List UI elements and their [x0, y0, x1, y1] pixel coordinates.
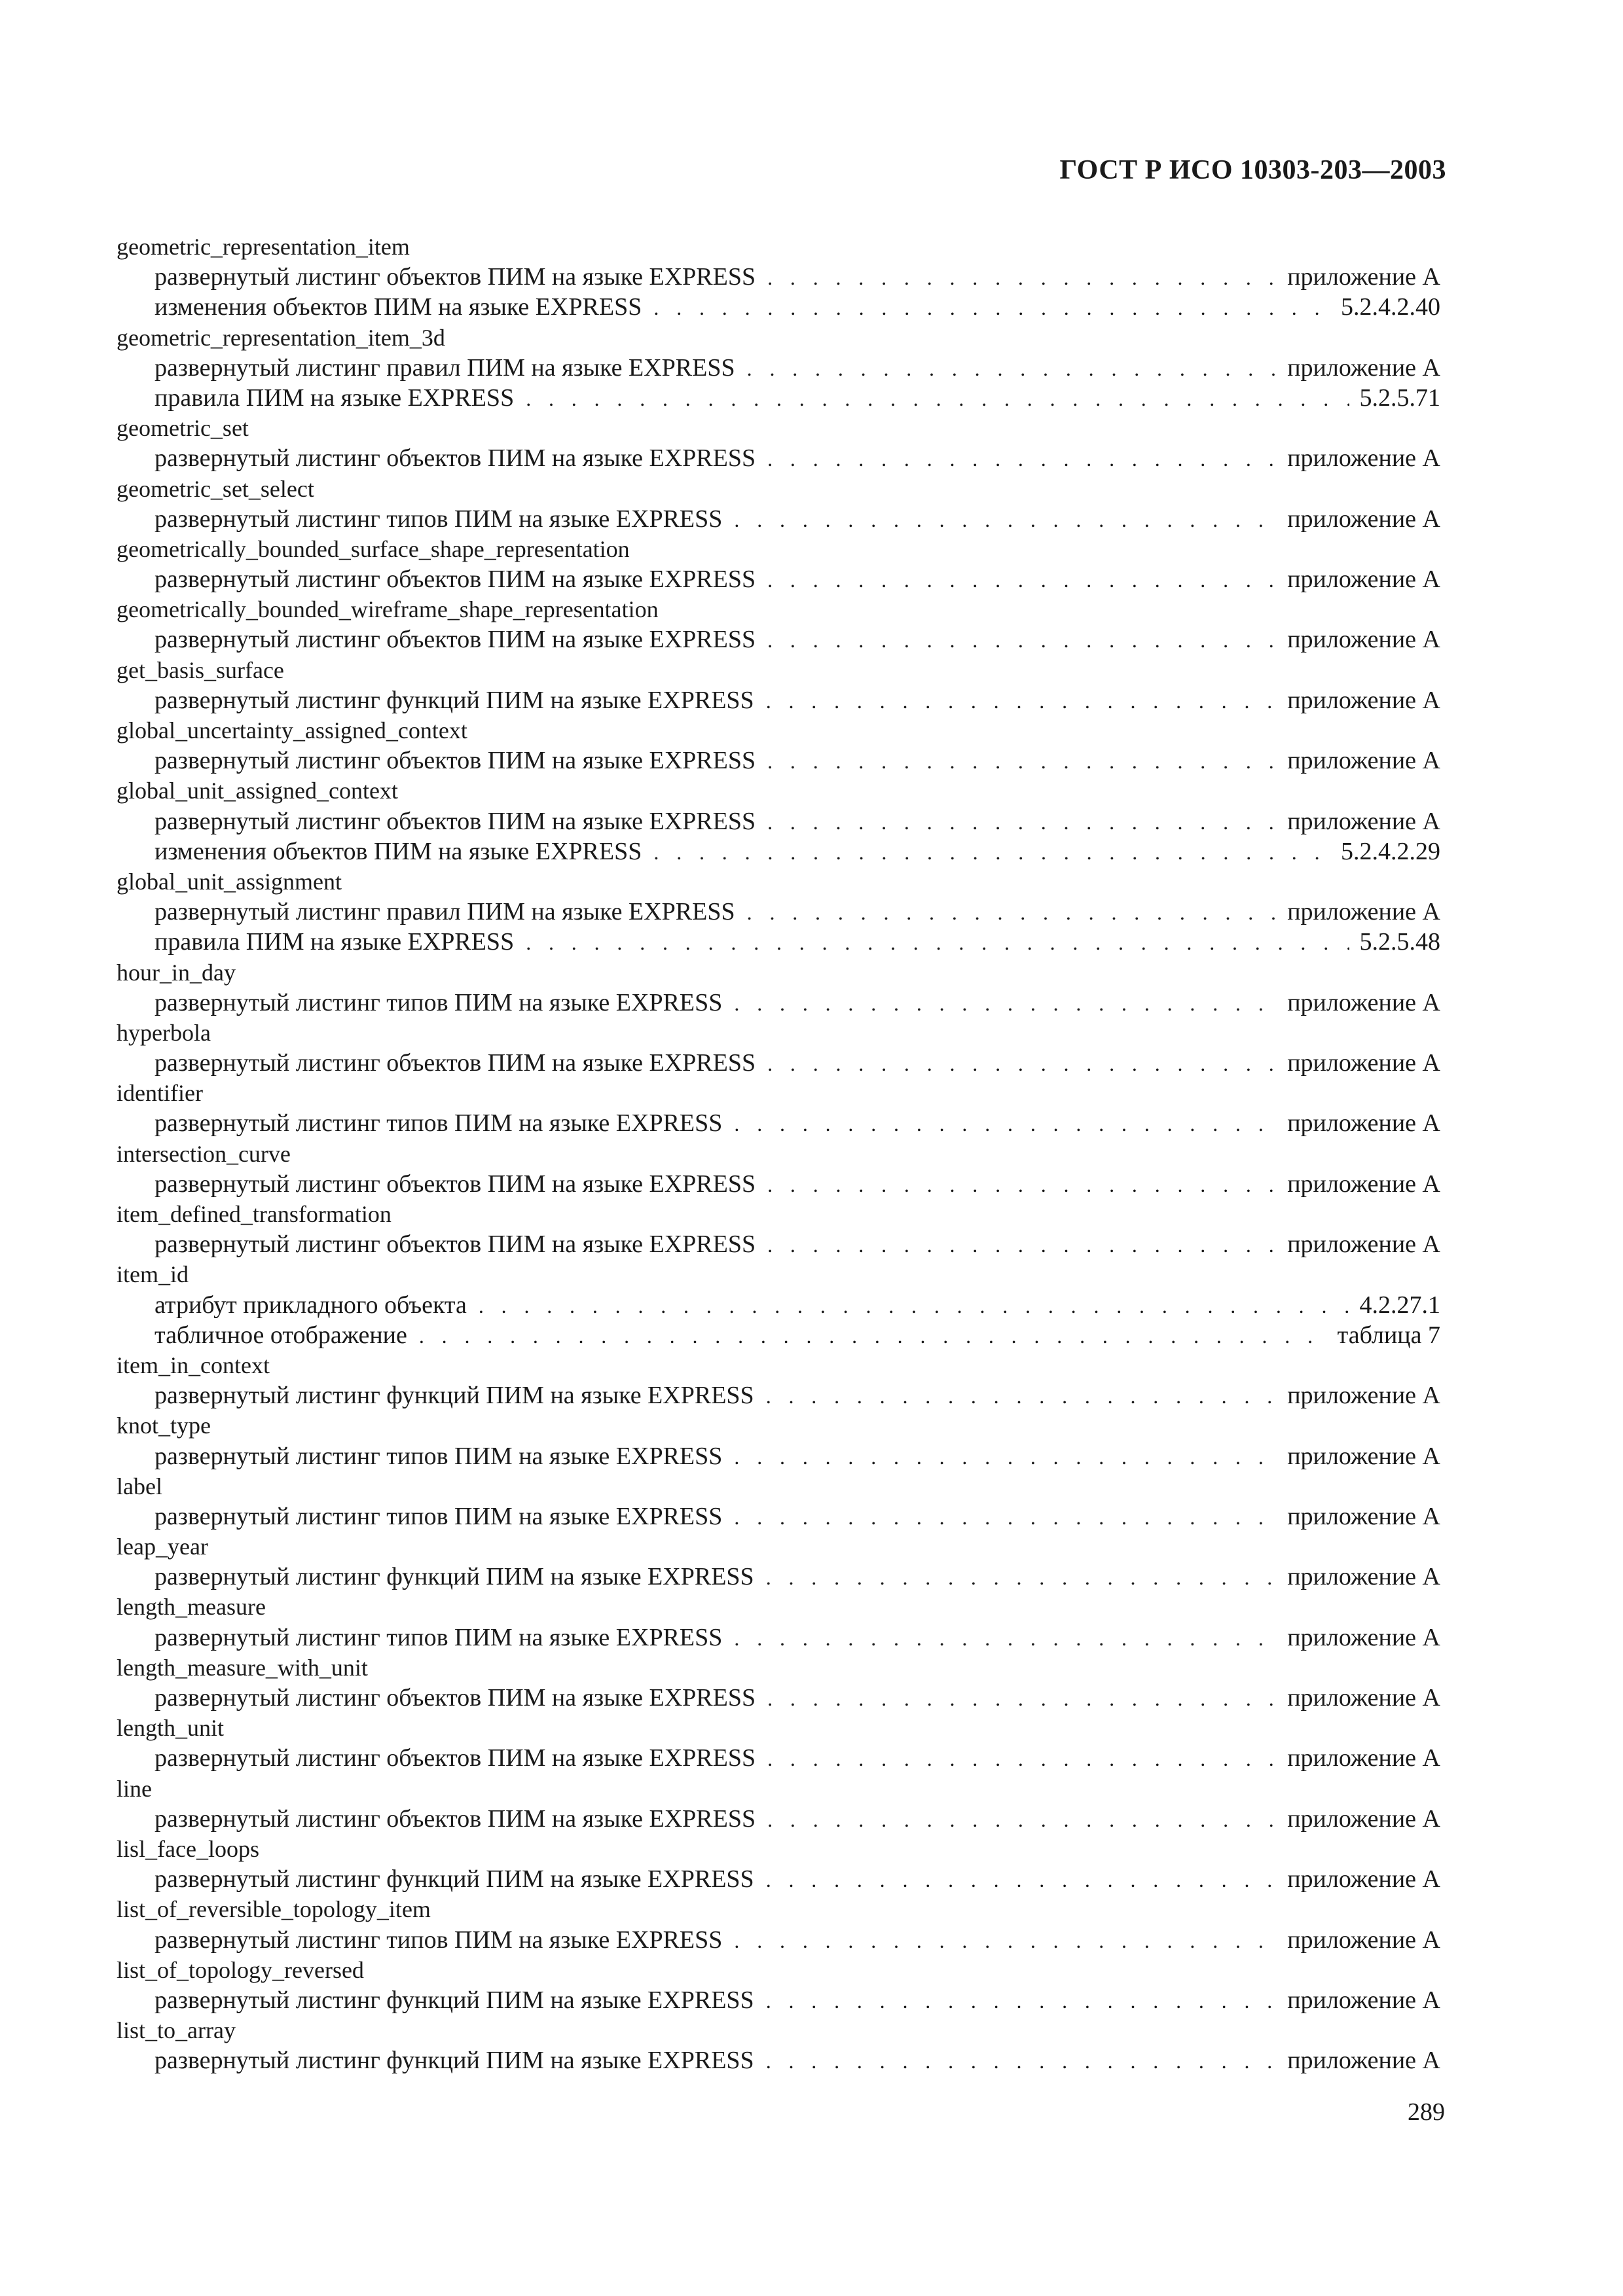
- reference-description: развернутый листинг функций ПИМ на языке EXPRESS: [155, 1986, 754, 2014]
- dot-leader: [767, 1230, 1277, 1260]
- reference-description: развернутый листинг функций ПИМ на языке EXPRESS: [155, 1382, 754, 1410]
- reference-description: развернутый листинг типов ПИМ на языке EXPRESS: [155, 1623, 723, 1651]
- index-term: hyperbola: [117, 1019, 211, 1046]
- index-entry: [117, 1774, 1440, 1834]
- dot-leader: [734, 1109, 1277, 1139]
- index-term: geometric_set: [117, 415, 249, 442]
- index-entry: [117, 474, 1440, 534]
- reference-description: развернутый листинг типов ПИМ на языке EXPRESS: [155, 505, 723, 533]
- reference-description: развернутый листинг объектов ПИМ на языке EXPRESS: [155, 1230, 756, 1259]
- reference-target: приложение A: [1287, 1382, 1440, 1410]
- index-term: geometrically_bounded_wireframe_shape_representation: [117, 596, 659, 623]
- index-entry: [117, 1471, 1440, 1532]
- reference-target: приложение A: [1287, 898, 1440, 926]
- index-reference: [117, 1864, 1440, 1894]
- dot-leader: [767, 807, 1277, 837]
- index-reference: [117, 685, 1440, 715]
- index-entry: [117, 1955, 1440, 2015]
- reference-target: приложение A: [1287, 1230, 1440, 1259]
- index-term: list_to_array: [117, 2017, 236, 2044]
- reference-target: приложение A: [1287, 353, 1440, 382]
- reference-target: приложение A: [1287, 807, 1440, 835]
- reference-target: 4.2.27.1: [1359, 1291, 1440, 1319]
- reference-target: приложение A: [1287, 1986, 1440, 2014]
- index-term: label: [117, 1473, 162, 1499]
- dot-leader: [766, 2046, 1277, 2076]
- reference-target: приложение A: [1287, 1563, 1440, 1591]
- dot-leader: [767, 262, 1277, 293]
- index-entry: [117, 2015, 1440, 2075]
- index-reference: [117, 504, 1440, 534]
- index-entry: [117, 1259, 1440, 1350]
- reference-description: развернутый листинг объектов ПИМ на языке EXPRESS: [155, 807, 756, 835]
- index-term: line: [117, 1775, 152, 1802]
- dot-leader: [766, 1986, 1277, 2016]
- dot-leader: [419, 1321, 1327, 1351]
- reference-target: приложение A: [1287, 626, 1440, 654]
- reference-description: развернутый листинг функций ПИМ на языке EXPRESS: [155, 686, 754, 714]
- reference-description: развернутый листинг объектов ПИМ на языке EXPRESS: [155, 263, 756, 291]
- index-reference: [117, 1169, 1440, 1199]
- reference-target: приложение A: [1287, 1684, 1440, 1712]
- index-term: item_id: [117, 1261, 189, 1288]
- alphabetical-index-list: [117, 232, 1440, 2075]
- dot-leader: [767, 746, 1277, 776]
- dot-leader: [526, 384, 1349, 414]
- index-entry: [117, 594, 1440, 655]
- index-entry: [117, 1018, 1440, 1078]
- dot-leader: [767, 625, 1277, 655]
- reference-description: развернутый листинг типов ПИМ на языке EXPRESS: [155, 988, 723, 1016]
- index-term: leap_year: [117, 1534, 208, 1560]
- index-term: geometrically_bounded_surface_shape_representation: [117, 535, 630, 562]
- index-entry: [117, 958, 1440, 1018]
- reference-target: 5.2.4.2.40: [1341, 293, 1440, 321]
- reference-target: приложение A: [1287, 1170, 1440, 1198]
- reference-target: приложение A: [1287, 565, 1440, 594]
- index-reference: [117, 1562, 1440, 1592]
- page-number: 289: [1408, 2098, 1445, 2126]
- index-entry: [117, 1592, 1440, 1652]
- index-reference: [117, 292, 1440, 322]
- dot-leader: [767, 1049, 1277, 1079]
- reference-description: правила ПИМ на языке EXPRESS: [155, 384, 515, 412]
- index-reference: [117, 1290, 1440, 1320]
- index-term: length_measure_with_unit: [117, 1654, 368, 1681]
- dot-leader: [766, 1865, 1277, 1895]
- index-term: global_unit_assigned_context: [117, 778, 398, 804]
- index-entry: [117, 1078, 1440, 1138]
- index-term: hour_in_day: [117, 959, 236, 986]
- reference-target: 5.2.5.48: [1359, 928, 1440, 956]
- dot-leader: [653, 837, 1330, 867]
- reference-description: развернутый листинг типов ПИМ на языке EXPRESS: [155, 1442, 723, 1470]
- reference-description: развернутый листинг объектов ПИМ на языке EXPRESS: [155, 1804, 756, 1833]
- index-term: knot_type: [117, 1412, 211, 1439]
- dot-leader: [767, 1744, 1277, 1774]
- index-reference: [117, 1623, 1440, 1653]
- reference-description: развернутый листинг объектов ПИМ на языке EXPRESS: [155, 1049, 756, 1077]
- index-entry: [117, 1532, 1440, 1592]
- index-reference: [117, 927, 1440, 957]
- reference-target: таблица 7: [1337, 1321, 1440, 1349]
- dot-leader: [734, 505, 1277, 535]
- dot-leader: [767, 1170, 1277, 1200]
- index-entry: [117, 1834, 1440, 1894]
- reference-target: 5.2.5.71: [1359, 384, 1440, 412]
- dot-leader: [767, 444, 1277, 474]
- reference-description: развернутый листинг объектов ПИМ на языке EXPRESS: [155, 565, 756, 594]
- reference-description: развернутый листинг функций ПИМ на языке EXPRESS: [155, 2047, 754, 2075]
- reference-target: приложение A: [1287, 1804, 1440, 1833]
- index-term: global_uncertainty_assigned_context: [117, 717, 467, 744]
- reference-description: табличное отображение: [155, 1321, 407, 1349]
- reference-description: развернутый листинг объектов ПИМ на языке EXPRESS: [155, 1170, 756, 1198]
- index-reference: [117, 1229, 1440, 1259]
- reference-description: развернутый листинг правил ПИМ на языке EXPRESS: [155, 898, 735, 926]
- index-term: geometric_representation_item_3d: [117, 324, 445, 351]
- dot-leader: [526, 927, 1349, 958]
- reference-description: развернутый листинг объектов ПИМ на языке EXPRESS: [155, 1684, 756, 1712]
- reference-description: развернутый листинг функций ПИМ на языке EXPRESS: [155, 1563, 754, 1591]
- index-reference: [117, 1048, 1440, 1078]
- reference-target: приложение A: [1287, 1502, 1440, 1530]
- index-entry: [117, 1199, 1440, 1259]
- dot-leader: [734, 1623, 1277, 1653]
- reference-description: развернутый листинг объектов ПИМ на языке EXPRESS: [155, 626, 756, 654]
- index-term: length_measure: [117, 1594, 266, 1621]
- index-entry: [117, 1894, 1440, 1954]
- index-reference: [117, 1501, 1440, 1532]
- index-term: length_unit: [117, 1715, 224, 1742]
- index-reference: [117, 897, 1440, 927]
- index-entry: [117, 413, 1440, 473]
- dot-leader: [734, 988, 1277, 1018]
- index-reference: [117, 624, 1440, 655]
- reference-target: приложение A: [1287, 686, 1440, 714]
- index-entry: [117, 715, 1440, 776]
- reference-target: приложение A: [1287, 2047, 1440, 2075]
- index-term: list_of_reversible_topology_item: [117, 1896, 431, 1923]
- reference-target: приложение A: [1287, 263, 1440, 291]
- reference-description: развернутый листинг типов ПИМ на языке EXPRESS: [155, 1926, 723, 1954]
- index-reference: [117, 1441, 1440, 1471]
- index-term: geometric_representation_item: [117, 234, 410, 260]
- dot-leader: [747, 897, 1277, 927]
- reference-target: приложение A: [1287, 1865, 1440, 1893]
- index-reference: [117, 1985, 1440, 2015]
- index-term: item_defined_transformation: [117, 1201, 392, 1227]
- index-reference: [117, 564, 1440, 594]
- document-header-title: ГОСТ Р ИСО 10303-203—2003: [1059, 155, 1446, 185]
- dot-leader: [747, 353, 1277, 384]
- dot-leader: [479, 1291, 1349, 1321]
- index-term: item_in_context: [117, 1352, 270, 1378]
- index-reference: [117, 745, 1440, 776]
- index-entry: [117, 1350, 1440, 1410]
- dot-leader: [653, 293, 1330, 323]
- index-term: get_basis_surface: [117, 656, 284, 683]
- reference-target: приложение A: [1287, 1442, 1440, 1470]
- index-reference: [117, 836, 1440, 867]
- dot-leader: [734, 1926, 1277, 1956]
- index-entry: [117, 776, 1440, 867]
- index-reference: [117, 1925, 1440, 1955]
- reference-target: приложение A: [1287, 444, 1440, 473]
- dot-leader: [767, 1683, 1277, 1713]
- reference-target: приложение A: [1287, 1049, 1440, 1077]
- reference-target: приложение A: [1287, 505, 1440, 533]
- dot-leader: [766, 686, 1277, 716]
- reference-description: развернутый листинг функций ПИМ на языке EXPRESS: [155, 1865, 754, 1893]
- index-reference: [117, 383, 1440, 413]
- reference-description: развернутый листинг типов ПИМ на языке EXPRESS: [155, 1502, 723, 1530]
- index-reference: [117, 1108, 1440, 1138]
- index-term: list_of_topology_reversed: [117, 1956, 364, 1983]
- reference-target: приложение A: [1287, 1623, 1440, 1651]
- index-entry: [117, 534, 1440, 594]
- index-term: geometric_set_select: [117, 475, 314, 502]
- dot-leader: [767, 565, 1277, 595]
- reference-description: атрибут прикладного объекта: [155, 1291, 467, 1319]
- reference-description: развернутый листинг типов ПИМ на языке EXPRESS: [155, 1109, 723, 1138]
- index-reference: [117, 1804, 1440, 1834]
- reference-description: развернутый листинг правил ПИМ на языке EXPRESS: [155, 353, 735, 382]
- index-reference: [117, 1320, 1440, 1350]
- index-entry: [117, 867, 1440, 958]
- index-term: intersection_curve: [117, 1140, 291, 1167]
- index-reference: [117, 1743, 1440, 1773]
- index-term: lisl_face_loops: [117, 1835, 259, 1862]
- reference-description: развернутый листинг объектов ПИМ на языке EXPRESS: [155, 444, 756, 473]
- dot-leader: [766, 1381, 1277, 1411]
- index-reference: [117, 806, 1440, 836]
- dot-leader: [767, 1804, 1277, 1835]
- reference-target: приложение A: [1287, 747, 1440, 775]
- reference-description: изменения объектов ПИМ на языке EXPRESS: [155, 293, 642, 321]
- index-entry: [117, 655, 1440, 715]
- index-reference: [117, 988, 1440, 1018]
- index-reference: [117, 2045, 1440, 2075]
- index-reference: [117, 1683, 1440, 1713]
- index-entry: [117, 323, 1440, 414]
- index-reference: [117, 1380, 1440, 1410]
- dot-leader: [734, 1442, 1277, 1472]
- dot-leader: [766, 1562, 1277, 1592]
- index-entry: [117, 1139, 1440, 1199]
- reference-description: изменения объектов ПИМ на языке EXPRESS: [155, 837, 642, 865]
- index-reference: [117, 353, 1440, 383]
- index-entry: [117, 232, 1440, 323]
- index-term: global_unit_assignment: [117, 868, 342, 895]
- reference-target: приложение A: [1287, 988, 1440, 1016]
- dot-leader: [734, 1502, 1277, 1532]
- index-reference: [117, 262, 1440, 292]
- index-entry: [117, 1653, 1440, 1713]
- reference-target: приложение A: [1287, 1744, 1440, 1772]
- reference-description: развернутый листинг объектов ПИМ на языке EXPRESS: [155, 747, 756, 775]
- reference-description: развернутый листинг объектов ПИМ на языке EXPRESS: [155, 1744, 756, 1772]
- reference-target: приложение A: [1287, 1109, 1440, 1138]
- reference-target: 5.2.4.2.29: [1341, 837, 1440, 865]
- reference-description: правила ПИМ на языке EXPRESS: [155, 928, 515, 956]
- index-reference: [117, 443, 1440, 473]
- index-entry: [117, 1410, 1440, 1471]
- reference-target: приложение A: [1287, 1926, 1440, 1954]
- index-entry: [117, 1713, 1440, 1773]
- index-term: identifier: [117, 1080, 203, 1107]
